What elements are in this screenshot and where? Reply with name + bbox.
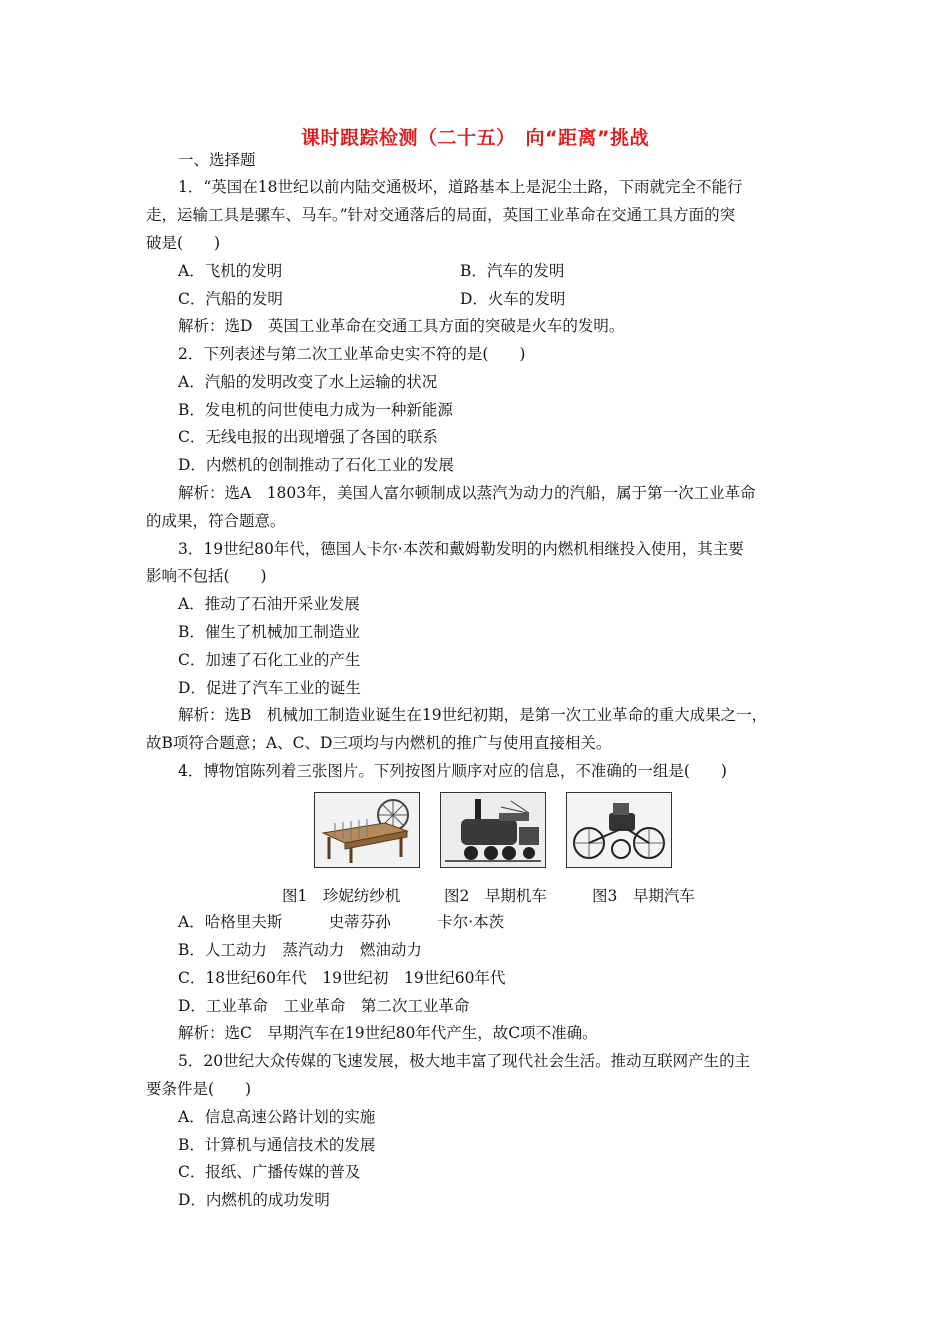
q5-option-a: A．信息高速公路计划的实施: [178, 1108, 376, 1126]
q1-stem-line2: 走，运输工具是骡车、马车。”针对交通落后的局面，英国工业革命在交通工具方面的突: [146, 206, 736, 224]
q1-option-c: C．汽船的发明: [178, 290, 283, 308]
q3-option-d: D．促进了汽车工业的诞生: [178, 679, 361, 697]
q4-stem: 4．博物馆陈列着三张图片。下列按图片顺序对应的信息，不准确的一组是( ): [178, 762, 727, 780]
q3-stem-line1: 3．19世纪80年代，德国人卡尔·本茨和戴姆勒发明的内燃机相继投入使用，其主要: [178, 540, 744, 558]
q4-option-b: B．人工动力 蒸汽动力 燃油动力: [178, 941, 422, 959]
q3-stem-line2: 影响不包括( ): [146, 567, 267, 585]
q5-stem-line2: 要条件是( ): [146, 1080, 252, 1098]
figure-spinning-jenny-image: [314, 792, 420, 868]
q2-option-c: C．无线电报的出现增强了各国的联系: [178, 428, 438, 446]
q1-option-d: D．火车的发明: [460, 290, 566, 308]
figure-early-automobile-image: [566, 792, 672, 868]
q5-stem-line1: 5．20世纪大众传媒的飞速发展，极大地丰富了现代社会生活。推动互联网产生的主: [178, 1052, 751, 1070]
q2-answer-line2: 的成果，符合题意。: [146, 512, 286, 530]
q5-option-c: C．报纸、广播传媒的普及: [178, 1163, 361, 1181]
q2-option-a: A．汽船的发明改变了水上运输的状况: [178, 373, 438, 391]
q4-option-a: A．哈格里夫斯 史蒂芬孙 卡尔·本茨: [178, 913, 505, 931]
q1-option-a: A．飞机的发明: [178, 262, 283, 280]
q2-option-d: D．内燃机的创制推动了石化工业的发展: [178, 456, 454, 474]
q3-answer-line1: 解析：选B 机械加工制造业诞生在19世纪初期，是第一次工业革命的重大成果之一，: [178, 706, 768, 724]
q1-answer: 解析：选D 英国工业革命在交通工具方面的突破是火车的发明。: [178, 317, 625, 335]
q3-option-b: B．催生了机械加工制造业: [178, 623, 360, 641]
section-heading: 一、选择题: [178, 151, 256, 169]
figure3-caption: 图3 早期汽车: [592, 887, 695, 905]
q1-stem-line1: 1．“英国在18世纪以前内陆交通极坏，道路基本上是泥尘土路，下雨就完全不能行: [178, 178, 743, 196]
q2-answer-line1: 解析：选A 1803年，美国人富尔顿制成以蒸汽为动力的汽船，属于第一次工业革命: [178, 484, 756, 502]
figure1-caption: 图1 珍妮纺纱机: [282, 887, 401, 905]
q5-option-d: D．内燃机的成功发明: [178, 1191, 330, 1209]
q1-stem-line3: 破是( ): [146, 234, 221, 252]
q4-answer: 解析：选C 早期汽车在19世纪80年代产生，故C项不准确。: [178, 1024, 598, 1042]
q1-option-b: B．汽车的发明: [460, 262, 565, 280]
q3-answer-line2: 故B项符合题意；A、C、D三项均与内燃机的推广与使用直接相关。: [146, 734, 612, 752]
q5-option-b: B．计算机与通信技术的发展: [178, 1136, 376, 1154]
q4-option-d: D．工业革命 工业革命 第二次工业革命: [178, 997, 470, 1015]
q3-option-c: C．加速了石化工业的产生: [178, 651, 361, 669]
figure-early-locomotive-image: [440, 792, 546, 868]
page-title: 课时跟踪检测（二十五） 向“距离”挑战: [301, 127, 649, 149]
q4-option-c: C．18世纪60年代 19世纪初 19世纪60年代: [178, 969, 506, 987]
q2-stem: 2．下列表述与第二次工业革命史实不符的是( ): [178, 345, 526, 363]
q2-option-b: B．发电机的问世使电力成为一种新能源: [178, 401, 453, 419]
q3-option-a: A．推动了石油开采业发展: [178, 595, 360, 613]
figure2-caption: 图2 早期机车: [444, 887, 547, 905]
